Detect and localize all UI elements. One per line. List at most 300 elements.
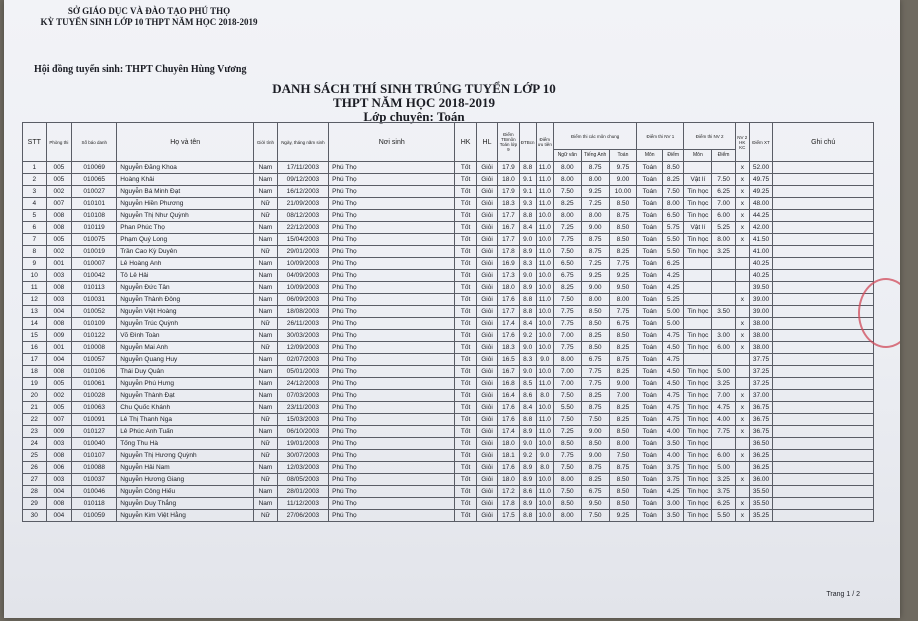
cell-dtb: 17.6 bbox=[498, 330, 519, 342]
document-page bbox=[4, 0, 900, 618]
cell-gender: Nam bbox=[254, 294, 278, 306]
cell-name: Nguyễn Thành Đạt bbox=[117, 390, 254, 402]
cell-nv2-subject: Tin học bbox=[684, 234, 712, 246]
cell-room: 002 bbox=[46, 390, 72, 402]
cell-dob: 26/11/2003 bbox=[277, 318, 328, 330]
col-dtb: Điểm TBmôn Toán lớp 9 bbox=[498, 123, 519, 162]
cell-priority: 10.0 bbox=[536, 366, 553, 378]
cell-hl: Giỏi bbox=[476, 198, 497, 210]
cell-anh: 9.00 bbox=[581, 426, 609, 438]
cell-nv2-score: 3.75 bbox=[712, 486, 736, 498]
cell-priority: 11.0 bbox=[536, 426, 553, 438]
cell-nv2-score: 3.25 bbox=[712, 246, 736, 258]
cell-sbd: 010057 bbox=[72, 354, 117, 366]
cell-anh: 9.00 bbox=[581, 222, 609, 234]
cell-nv2-subject: Tin học bbox=[684, 246, 712, 258]
table-body bbox=[23, 162, 874, 522]
cell-xt: 41.50 bbox=[749, 234, 773, 246]
cell-toan: 8.25 bbox=[609, 366, 637, 378]
cell-dob: 08/12/2003 bbox=[277, 210, 328, 222]
cell-toan: 7.50 bbox=[609, 450, 637, 462]
cell-gender: Nam bbox=[254, 234, 278, 246]
cell-birthplace: Phú Thọ bbox=[329, 414, 455, 426]
cell-xt: 36.50 bbox=[749, 438, 773, 450]
cell-priority: 11.0 bbox=[536, 294, 553, 306]
cell-priority: 10.0 bbox=[536, 330, 553, 342]
cell-nv1-score: 3.75 bbox=[663, 462, 684, 474]
cell-birthplace: Phú Thọ bbox=[329, 354, 455, 366]
cell-nv2-subject bbox=[684, 294, 712, 306]
cell-dtb: 17.6 bbox=[498, 462, 519, 474]
cell-nv2-subject: Tin học bbox=[684, 414, 712, 426]
cell-priority: 11.0 bbox=[536, 222, 553, 234]
cell-van: 7.75 bbox=[553, 342, 581, 354]
cell-toan: 8.50 bbox=[609, 330, 637, 342]
cell-hl: Giỏi bbox=[476, 414, 497, 426]
cell-note bbox=[773, 510, 874, 522]
cell-nvhk: x bbox=[735, 198, 749, 210]
cell-note bbox=[773, 198, 874, 210]
cell-nvhk: x bbox=[735, 222, 749, 234]
cell-hk: Tốt bbox=[455, 162, 476, 174]
cell-toan: 7.75 bbox=[609, 258, 637, 270]
cell-name: Phan Phúc Thọ bbox=[117, 222, 254, 234]
table-row bbox=[23, 186, 874, 198]
cell-sbd: 010046 bbox=[72, 486, 117, 498]
cell-dob: 06/09/2003 bbox=[277, 294, 328, 306]
cell-hl: Giỏi bbox=[476, 210, 497, 222]
cell-dtb: 17.7 bbox=[498, 306, 519, 318]
cell-toan: 10.00 bbox=[609, 186, 637, 198]
cell-dtb: 17.6 bbox=[498, 414, 519, 426]
cell-hl: Giỏi bbox=[476, 426, 497, 438]
cell-nv1-score: 4.75 bbox=[663, 390, 684, 402]
cell-hl: Giỏi bbox=[476, 474, 497, 486]
cell-room: 008 bbox=[46, 210, 72, 222]
cell-nv1-subject: Toán bbox=[637, 486, 663, 498]
cell-nvhk: x bbox=[735, 474, 749, 486]
cell-sbd: 010101 bbox=[72, 198, 117, 210]
cell-toan: 8.25 bbox=[609, 246, 637, 258]
cell-birthplace: Phú Thọ bbox=[329, 198, 455, 210]
table-row bbox=[23, 378, 874, 390]
cell-nv2-subject bbox=[684, 354, 712, 366]
cell-name: Võ Đình Toàn bbox=[117, 330, 254, 342]
cell-priority: 11.0 bbox=[536, 198, 553, 210]
cell-dtbcn: 8.9 bbox=[519, 246, 536, 258]
cell-dtbcn: 8.4 bbox=[519, 318, 536, 330]
col-nv1: Điểm thi NV 1 bbox=[637, 123, 684, 150]
cell-van: 8.00 bbox=[553, 354, 581, 366]
cell-nvhk: x bbox=[735, 342, 749, 354]
cell-priority: 11.0 bbox=[536, 414, 553, 426]
cell-hk: Tốt bbox=[455, 210, 476, 222]
cell-room: 009 bbox=[46, 330, 72, 342]
cell-nvhk bbox=[735, 438, 749, 450]
cell-birthplace: Phú Thọ bbox=[329, 474, 455, 486]
cell-anh: 9.00 bbox=[581, 450, 609, 462]
cell-hk: Tốt bbox=[455, 198, 476, 210]
cell-gender: Nam bbox=[254, 426, 278, 438]
cell-dtbcn: 8.5 bbox=[519, 378, 536, 390]
cell-hk: Tốt bbox=[455, 186, 476, 198]
cell-hl: Giỏi bbox=[476, 318, 497, 330]
cell-name: Thái Duy Quân bbox=[117, 366, 254, 378]
table-row bbox=[23, 390, 874, 402]
cell-dtb: 16.4 bbox=[498, 390, 519, 402]
cell-van: 7.75 bbox=[553, 306, 581, 318]
cell-name: Nguyễn Mai Anh bbox=[117, 342, 254, 354]
cell-toan: 8.50 bbox=[609, 486, 637, 498]
cell-anh: 8.75 bbox=[581, 462, 609, 474]
cell-nv2-score: 5.25 bbox=[712, 222, 736, 234]
cell-sbd: 010042 bbox=[72, 270, 117, 282]
cell-priority: 11.0 bbox=[536, 162, 553, 174]
table-row bbox=[23, 306, 874, 318]
col-xt: Điểm XT bbox=[749, 123, 773, 162]
cell-gender: Nam bbox=[254, 282, 278, 294]
cell-gender: Nam bbox=[254, 330, 278, 342]
cell-stt: 24 bbox=[23, 438, 47, 450]
cell-toan: 9.25 bbox=[609, 270, 637, 282]
col-nv2: Điểm thi NV 2 bbox=[684, 123, 735, 150]
cell-nv1-score: 3.50 bbox=[663, 510, 684, 522]
cell-priority: 10.0 bbox=[536, 402, 553, 414]
cell-name: Nguyễn Đăng Khoa bbox=[117, 162, 254, 174]
cell-nv2-subject bbox=[684, 318, 712, 330]
cell-toan: 8.25 bbox=[609, 342, 637, 354]
cell-birthplace: Phú Thọ bbox=[329, 258, 455, 270]
cell-dob: 27/06/2003 bbox=[277, 510, 328, 522]
cell-stt: 9 bbox=[23, 258, 47, 270]
col-room: Phòng thi bbox=[46, 123, 72, 162]
cell-nv1-score: 4.25 bbox=[663, 282, 684, 294]
cell-priority: 11.0 bbox=[536, 378, 553, 390]
cell-name: Tô Lê Hải bbox=[117, 270, 254, 282]
cell-anh: 8.00 bbox=[581, 294, 609, 306]
cell-name: Lê Hoàng Anh bbox=[117, 258, 254, 270]
cell-dtb: 18.3 bbox=[498, 342, 519, 354]
cell-hl: Giỏi bbox=[476, 510, 497, 522]
cell-stt: 19 bbox=[23, 378, 47, 390]
cell-name: Nguyễn Thị Như Quỳnh bbox=[117, 210, 254, 222]
cell-dob: 22/12/2003 bbox=[277, 222, 328, 234]
cell-nvhk bbox=[735, 270, 749, 282]
cell-priority: 11.0 bbox=[536, 486, 553, 498]
cell-anh: 8.75 bbox=[581, 162, 609, 174]
cell-note bbox=[773, 246, 874, 258]
cell-priority: 10.0 bbox=[536, 234, 553, 246]
cell-anh: 9.25 bbox=[581, 270, 609, 282]
cell-nvhk bbox=[735, 258, 749, 270]
cell-hk: Tốt bbox=[455, 414, 476, 426]
col-toan: Toán bbox=[609, 150, 637, 162]
cell-dtbcn: 8.4 bbox=[519, 402, 536, 414]
cell-priority: 9.0 bbox=[536, 354, 553, 366]
cell-stt: 5 bbox=[23, 210, 47, 222]
cell-toan: 9.00 bbox=[609, 378, 637, 390]
cell-nv2-score: 3.25 bbox=[712, 474, 736, 486]
col-nv1-score: Điểm bbox=[663, 150, 684, 162]
cell-van: 7.75 bbox=[553, 450, 581, 462]
cell-nv1-score: 4.25 bbox=[663, 270, 684, 282]
cell-toan: 8.50 bbox=[609, 234, 637, 246]
cell-gender: Nam bbox=[254, 390, 278, 402]
cell-name: Nguyễn Việt Hoàng bbox=[117, 306, 254, 318]
cell-stt: 13 bbox=[23, 306, 47, 318]
cell-nvhk: x bbox=[735, 510, 749, 522]
cell-nv2-score: 3.00 bbox=[712, 330, 736, 342]
cell-nv2-score bbox=[712, 294, 736, 306]
cell-sbd: 010040 bbox=[72, 438, 117, 450]
cell-nv1-score: 5.00 bbox=[663, 318, 684, 330]
cell-dob: 10/09/2003 bbox=[277, 258, 328, 270]
cell-nv2-score: 7.00 bbox=[712, 198, 736, 210]
cell-nv1-subject: Toán bbox=[637, 174, 663, 186]
cell-dtb: 17.7 bbox=[498, 234, 519, 246]
cell-van: 5.50 bbox=[553, 402, 581, 414]
cell-priority: 10.0 bbox=[536, 306, 553, 318]
cell-anh: 8.25 bbox=[581, 474, 609, 486]
cell-dob: 04/09/2003 bbox=[277, 270, 328, 282]
cell-nv1-score: 7.50 bbox=[663, 186, 684, 198]
cell-xt: 49.25 bbox=[749, 186, 773, 198]
cell-hk: Tốt bbox=[455, 342, 476, 354]
cell-nv1-subject: Toán bbox=[637, 510, 663, 522]
cell-note bbox=[773, 450, 874, 462]
cell-sbd: 010127 bbox=[72, 426, 117, 438]
cell-gender: Nữ bbox=[254, 510, 278, 522]
cell-birthplace: Phú Thọ bbox=[329, 318, 455, 330]
cell-name: Nguyễn Hương Giang bbox=[117, 474, 254, 486]
cell-nv2-subject: Tin học bbox=[684, 342, 712, 354]
col-nv1-subject: Môn bbox=[637, 150, 663, 162]
cell-nv1-subject: Toán bbox=[637, 162, 663, 174]
cell-gender: Nam bbox=[254, 462, 278, 474]
ministry-name: SỞ GIÁO DỤC VÀ ĐÀO TẠO PHÚ THỌ bbox=[67, 6, 231, 16]
cell-dtbcn: 9.1 bbox=[519, 174, 536, 186]
cell-hl: Giỏi bbox=[476, 234, 497, 246]
cell-xt: 37.25 bbox=[749, 378, 773, 390]
cell-stt: 29 bbox=[23, 498, 47, 510]
cell-note bbox=[773, 234, 874, 246]
col-nvhk: NV 2 HK KC bbox=[735, 123, 749, 162]
cell-room: 004 bbox=[46, 510, 72, 522]
cell-birthplace: Phú Thọ bbox=[329, 378, 455, 390]
cell-dtb: 17.9 bbox=[498, 186, 519, 198]
col-anh: Tiếng Anh bbox=[581, 150, 609, 162]
col-exam-group: Điểm thi các môn chung bbox=[553, 123, 636, 150]
cell-sbd: 010119 bbox=[72, 222, 117, 234]
cell-anh: 8.50 bbox=[581, 438, 609, 450]
table-row bbox=[23, 462, 874, 474]
col-hl: HL bbox=[476, 123, 497, 162]
cell-hl: Giỏi bbox=[476, 378, 497, 390]
cell-nv2-score bbox=[712, 258, 736, 270]
cell-van: 8.00 bbox=[553, 474, 581, 486]
cell-nv2-subject: Tin học bbox=[684, 438, 712, 450]
col-nv2-subject: Môn bbox=[684, 150, 712, 162]
cell-hl: Giỏi bbox=[476, 174, 497, 186]
cell-dtb: 17.2 bbox=[498, 486, 519, 498]
cell-room: 008 bbox=[46, 450, 72, 462]
cell-nvhk: x bbox=[735, 330, 749, 342]
cell-van: 7.00 bbox=[553, 330, 581, 342]
cell-hl: Giỏi bbox=[476, 402, 497, 414]
cell-nvhk bbox=[735, 378, 749, 390]
cell-dtbcn: 9.0 bbox=[519, 234, 536, 246]
cell-birthplace: Phú Thọ bbox=[329, 306, 455, 318]
cell-hl: Giỏi bbox=[476, 246, 497, 258]
cell-room: 003 bbox=[46, 270, 72, 282]
cell-dob: 05/01/2003 bbox=[277, 366, 328, 378]
cell-hk: Tốt bbox=[455, 270, 476, 282]
cell-nv1-score: 4.75 bbox=[663, 354, 684, 366]
cell-van: 7.75 bbox=[553, 318, 581, 330]
cell-nv1-score: 6.50 bbox=[663, 210, 684, 222]
cell-dob: 23/11/2003 bbox=[277, 402, 328, 414]
cell-stt: 17 bbox=[23, 354, 47, 366]
cell-priority: 10.0 bbox=[536, 342, 553, 354]
cell-nv1-subject: Toán bbox=[637, 258, 663, 270]
cell-nvhk: x bbox=[735, 450, 749, 462]
cell-anh: 7.25 bbox=[581, 198, 609, 210]
table-row bbox=[23, 234, 874, 246]
cell-name: Nguyễn Quang Huy bbox=[117, 354, 254, 366]
cell-nv2-score bbox=[712, 270, 736, 282]
col-nv2-score: Điểm bbox=[712, 150, 736, 162]
cell-sbd: 010037 bbox=[72, 474, 117, 486]
cell-dtb: 16.9 bbox=[498, 258, 519, 270]
cell-stt: 20 bbox=[23, 390, 47, 402]
cell-hk: Tốt bbox=[455, 426, 476, 438]
cell-hl: Giỏi bbox=[476, 486, 497, 498]
table-row bbox=[23, 198, 874, 210]
cell-name: Hoàng Khải bbox=[117, 174, 254, 186]
cell-dtb: 17.4 bbox=[498, 426, 519, 438]
cell-xt: 36.00 bbox=[749, 474, 773, 486]
table-row bbox=[23, 330, 874, 342]
cell-birthplace: Phú Thọ bbox=[329, 498, 455, 510]
cell-nvhk: x bbox=[735, 210, 749, 222]
table-row bbox=[23, 474, 874, 486]
cell-nv2-score: 7.75 bbox=[712, 426, 736, 438]
cell-birthplace: Phú Thọ bbox=[329, 210, 455, 222]
table-row bbox=[23, 258, 874, 270]
cell-hl: Giỏi bbox=[476, 162, 497, 174]
col-hk: HK bbox=[455, 123, 476, 162]
cell-van: 7.25 bbox=[553, 426, 581, 438]
cell-xt: 49.75 bbox=[749, 174, 773, 186]
cell-note bbox=[773, 330, 874, 342]
cell-nv2-score bbox=[712, 282, 736, 294]
cell-name: Nguyễn Hiền Phương bbox=[117, 198, 254, 210]
cell-gender: Nam bbox=[254, 354, 278, 366]
table-row bbox=[23, 174, 874, 186]
cell-dtb: 17.3 bbox=[498, 270, 519, 282]
cell-van: 8.00 bbox=[553, 162, 581, 174]
cell-stt: 28 bbox=[23, 486, 47, 498]
cell-hk: Tốt bbox=[455, 450, 476, 462]
cell-toan: 7.75 bbox=[609, 306, 637, 318]
cell-nv2-score: 5.00 bbox=[712, 462, 736, 474]
cell-room: 002 bbox=[46, 246, 72, 258]
cell-van: 8.50 bbox=[553, 498, 581, 510]
cell-nv2-subject bbox=[684, 270, 712, 282]
cell-dtb: 18.0 bbox=[498, 282, 519, 294]
cell-hk: Tốt bbox=[455, 462, 476, 474]
cell-nv2-score: 5.00 bbox=[712, 366, 736, 378]
cell-anh: 6.75 bbox=[581, 354, 609, 366]
cell-dob: 16/12/2003 bbox=[277, 186, 328, 198]
cell-nv2-score: 6.25 bbox=[712, 498, 736, 510]
cell-hl: Giỏi bbox=[476, 354, 497, 366]
cell-nvhk: x bbox=[735, 426, 749, 438]
cell-name: Nguyễn Thị Hương Quỳnh bbox=[117, 450, 254, 462]
cell-nv2-subject bbox=[684, 282, 712, 294]
cell-gender: Nữ bbox=[254, 198, 278, 210]
cell-nv2-subject: Tin học bbox=[684, 498, 712, 510]
cell-room: 004 bbox=[46, 306, 72, 318]
cell-gender: Nữ bbox=[254, 318, 278, 330]
cell-hl: Giỏi bbox=[476, 270, 497, 282]
cell-hk: Tốt bbox=[455, 234, 476, 246]
table-row bbox=[23, 498, 874, 510]
title-line-2: THPT NĂM HỌC 2018-2019 bbox=[333, 95, 495, 110]
cell-nvhk bbox=[735, 246, 749, 258]
cell-nv2-subject: Tin học bbox=[684, 330, 712, 342]
cell-sbd: 010069 bbox=[72, 162, 117, 174]
cell-nv1-subject: Toán bbox=[637, 378, 663, 390]
cell-note bbox=[773, 258, 874, 270]
cell-dtb: 16.8 bbox=[498, 378, 519, 390]
cell-name: Nguyễn Trúc Quỳnh bbox=[117, 318, 254, 330]
cell-xt: 40.25 bbox=[749, 270, 773, 282]
cell-gender: Nữ bbox=[254, 414, 278, 426]
cell-dtb: 17.4 bbox=[498, 318, 519, 330]
cell-dtbcn: 8.8 bbox=[519, 306, 536, 318]
cell-xt: 35.50 bbox=[749, 486, 773, 498]
cell-note bbox=[773, 270, 874, 282]
cell-dtbcn: 8.3 bbox=[519, 354, 536, 366]
cell-nvhk: x bbox=[735, 390, 749, 402]
cell-van: 7.00 bbox=[553, 366, 581, 378]
cell-nv2-score: 6.00 bbox=[712, 450, 736, 462]
page-number: Trang 1 / 2 bbox=[826, 591, 860, 598]
col-stt: STT bbox=[23, 123, 47, 162]
cell-dtb: 17.8 bbox=[498, 498, 519, 510]
cell-sbd: 010031 bbox=[72, 294, 117, 306]
cell-xt: 36.75 bbox=[749, 402, 773, 414]
cell-note bbox=[773, 210, 874, 222]
cell-dob: 18/08/2003 bbox=[277, 306, 328, 318]
cell-nvhk bbox=[735, 486, 749, 498]
cell-toan: 8.50 bbox=[609, 498, 637, 510]
cell-nv2-score bbox=[712, 318, 736, 330]
cell-hl: Giỏi bbox=[476, 462, 497, 474]
cell-name: Trần Cao Kỳ Duyên bbox=[117, 246, 254, 258]
cell-dtbcn: 8.9 bbox=[519, 426, 536, 438]
cell-van: 7.75 bbox=[553, 234, 581, 246]
cell-van: 8.25 bbox=[553, 198, 581, 210]
cell-hk: Tốt bbox=[455, 378, 476, 390]
exam-name: KỲ TUYỂN SINH LỚP 10 THPT NĂM HỌC 2018-2019 bbox=[40, 17, 258, 27]
cell-hk: Tốt bbox=[455, 222, 476, 234]
cell-birthplace: Phú Thọ bbox=[329, 174, 455, 186]
cell-name: Nguyễn Kim Việt Hằng bbox=[117, 510, 254, 522]
cell-toan: 8.75 bbox=[609, 210, 637, 222]
cell-priority: 10.0 bbox=[536, 474, 553, 486]
